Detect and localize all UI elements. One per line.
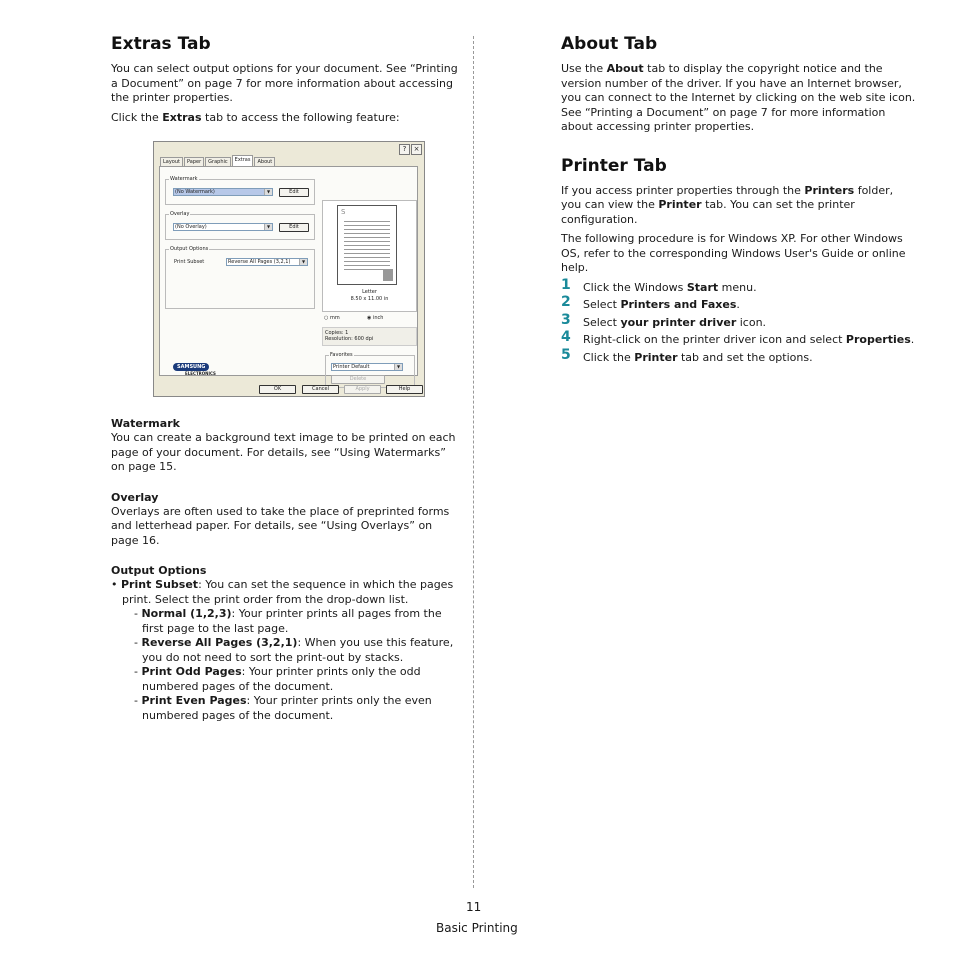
- watermark-edit-button[interactable]: Edit: [279, 188, 309, 197]
- resolution-value: Resolution: 600 dpi: [325, 336, 374, 342]
- left-column: [111, 34, 463, 723]
- overlay-text: Overlays are often used to take the place of preprinted forms and letterhead paper. For details, see “Using Overlays” on page 16.: [111, 504, 450, 547]
- column-divider: [473, 36, 474, 888]
- paper-size: 8.50 x 11.00 in: [350, 296, 389, 302]
- extras-intro: You can select output options for your document. See “Printing a Document” on page 7 for more information about accessing the printer properties.: [111, 62, 458, 104]
- delete-favorite-button[interactable]: Delete: [331, 375, 385, 384]
- extras-click-instruction: Click the Extras tab to access the following feature:: [111, 110, 400, 124]
- favorites-group: Favorites Printer Default ▼ Delete: [325, 355, 415, 388]
- paper-name: Letter: [362, 289, 377, 295]
- page-thumbnail: [337, 205, 397, 285]
- list-item: - Normal (1,2,3): Your printer prints all pages from the first page to the last page.: [134, 607, 442, 635]
- tab-graphic[interactable]: Graphic: [205, 157, 230, 166]
- extras-tab-heading: Extras Tab: [111, 34, 211, 54]
- step-item: 5 Click the Printer tab and set the options.: [561, 346, 813, 364]
- close-icon[interactable]: ×: [411, 144, 422, 155]
- watermark-heading: Watermark: [111, 417, 180, 430]
- printer-procedure-note: The following procedure is for Windows XP. For other Windows OS, refer to the corresponding Windows User's Guide or online help.: [561, 232, 906, 274]
- list-item: - Reverse All Pages (3,2,1): When you use this feature, you do not need to sort the print-out by stacks.: [134, 636, 454, 664]
- samsung-logo: SAMSUNG ELECTRONICS: [173, 363, 216, 377]
- tab-paper[interactable]: Paper: [184, 157, 204, 166]
- chapter-title: Basic Printing: [436, 921, 518, 935]
- print-info: [322, 327, 417, 346]
- overlay-select[interactable]: (No Overlay) ▼: [173, 223, 273, 231]
- right-column: [561, 34, 916, 368]
- printer-properties-dialog: [153, 141, 425, 397]
- print-subset-options: [122, 607, 463, 723]
- tab-extras[interactable]: Extras: [232, 155, 254, 166]
- watermark-group: Watermark (No Watermark) ▼ Edit: [165, 179, 315, 205]
- tab-layout[interactable]: Layout: [160, 157, 183, 166]
- watermark-select[interactable]: (No Watermark) ▼: [173, 188, 273, 196]
- page-preview: [322, 200, 417, 312]
- chevron-down-icon: ▼: [264, 189, 272, 195]
- print-subset-select[interactable]: Reverse All Pages (3,2,1) ▼: [226, 258, 308, 266]
- output-options-list: [111, 578, 463, 723]
- about-text: Use the About tab to display the copyright notice and the version number of the driver. If you have an Internet browser, you can connect to the Internet by clicking on the web site icon. See “Printing a Document” on page 7 for more information about accessing printer properties.: [561, 62, 916, 133]
- step-item: 1 Click the Windows Start menu.: [561, 276, 757, 294]
- help-icon[interactable]: ?: [399, 144, 410, 155]
- list-item: - Print Even Pages: Your printer prints only the even numbered pages of the document.: [134, 694, 432, 722]
- help-button[interactable]: Help: [386, 385, 423, 394]
- overlay-heading: Overlay: [111, 490, 159, 504]
- chevron-down-icon: ▼: [299, 259, 307, 265]
- chevron-down-icon: ▼: [264, 224, 272, 230]
- about-tab-heading: About Tab: [561, 34, 658, 54]
- output-options-heading: Output Options: [111, 564, 207, 577]
- list-item: • Print Subset: You can set the sequence in which the pages print. Select the print order from the drop-down list. - Normal (1,2,3): Your printer prints all pages from the first page to the last page. - Reverse All Pages (3,2,1): When you use this feature, you do not need to sort the print-out by stacks. - Print Odd Pages: Your printer prints only the odd numbered pages of the document. - Print Even Pages: Your printer prints only the even numbered pages of the document.: [111, 578, 463, 723]
- cancel-button[interactable]: Cancel: [302, 385, 339, 394]
- printer-intro: If you access printer properties through the Printers folder, you can view the Printer tab. You can set the printer configuration.: [561, 183, 894, 226]
- printer-steps: [561, 276, 916, 366]
- output-options-group: Output Options Print Subset Reverse All Pages (3,2,1) ▼: [165, 249, 315, 309]
- extras-panel: [159, 166, 418, 382]
- print-subset-label: Print Subset: [174, 259, 205, 265]
- step-item: 4 Right-click on the printer driver icon and select Properties.: [561, 329, 915, 346]
- list-item: - Print Odd Pages: Your printer prints only the odd numbered pages of the document.: [134, 665, 421, 693]
- watermark-text: You can create a background text image to be printed on each page of your document. For details, see “Using Watermarks” on page 15.: [111, 431, 456, 473]
- printer-tab-heading: Printer Tab: [561, 155, 667, 176]
- unit-mm-radio[interactable]: ○ mm: [324, 315, 340, 321]
- page-number: 11: [466, 900, 482, 914]
- apply-button[interactable]: Apply: [344, 385, 381, 394]
- samsung-s-icon: S: [341, 208, 346, 216]
- ok-button[interactable]: OK: [259, 385, 296, 394]
- tab-about[interactable]: About: [254, 157, 275, 166]
- overlay-group: Overlay (No Overlay) ▼ Edit: [165, 214, 315, 240]
- unit-inch-radio[interactable]: ◉ inch: [367, 315, 384, 321]
- unit-radio-group: [322, 315, 417, 324]
- step-item: 3 Select your printer driver icon.: [561, 311, 767, 329]
- step-item: 2 Select Printers and Faxes.: [561, 294, 740, 311]
- chevron-down-icon: ▼: [394, 364, 402, 370]
- dialog-title-buttons: [398, 144, 422, 155]
- copies-value: Copies: 1: [325, 330, 349, 336]
- favorites-select[interactable]: Printer Default ▼: [331, 363, 403, 371]
- overlay-edit-button[interactable]: Edit: [279, 223, 309, 232]
